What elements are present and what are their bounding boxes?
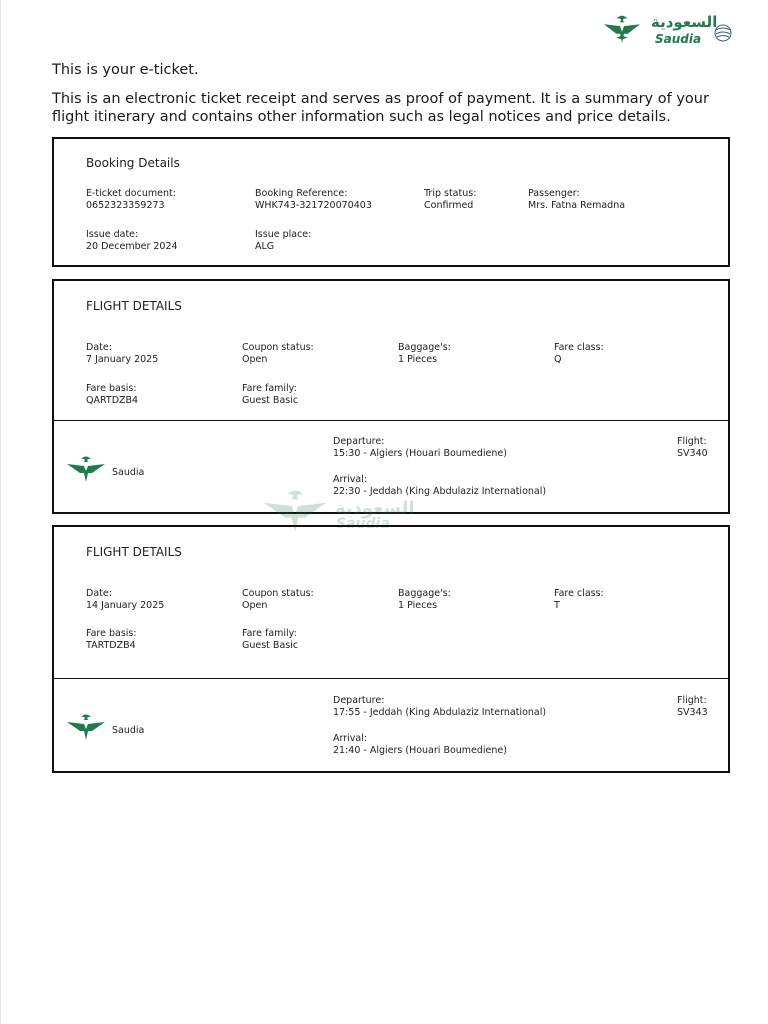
issue-date-value: 20 December 2024 (86, 241, 178, 252)
fare-class-value: T (554, 600, 560, 611)
baggage-value: 1 Pieces (398, 354, 438, 365)
baggage-label: Baggage's: (398, 588, 451, 599)
departure-label: Departure: (333, 695, 385, 706)
flight-details-box-1 (52, 279, 730, 514)
coupon-status-label: Coupon status: (242, 588, 314, 599)
fare-class-value: Q (554, 354, 562, 365)
brand-arabic-name: السعودية (651, 13, 718, 31)
fare-family-label: Fare family: (242, 628, 297, 639)
coupon-status-label: Coupon status: (242, 342, 314, 353)
saudia-emblem-icon (603, 12, 641, 46)
arrival-label: Arrival: (333, 733, 368, 744)
issue-date-label: Issue date: (86, 229, 139, 240)
issue-place-label: Issue place: (255, 229, 312, 240)
flight-details-title: FLIGHT DETAILS (86, 545, 182, 559)
flight-number-value: SV340 (677, 448, 708, 459)
baggage-value: 1 Pieces (398, 600, 438, 611)
flight-number-value: SV343 (677, 707, 708, 718)
booking-details-box (52, 137, 730, 267)
fare-class-label: Fare class: (554, 342, 604, 353)
departure-value: 17:55 - Jeddah (King Abdulaziz International) (333, 707, 547, 718)
brand-english-name: Saudia (655, 32, 702, 46)
segment-divider (54, 420, 728, 421)
coupon-status-value: Open (242, 600, 268, 611)
flight-details-title: FLIGHT DETAILS (86, 299, 182, 313)
eticket-document-value: 0652323359273 (86, 200, 165, 211)
airline-name: Saudia (112, 467, 145, 478)
fare-family-value: Guest Basic (242, 640, 299, 651)
saudia-emblem-icon (66, 455, 106, 483)
flight-number-label: Flight: (677, 695, 707, 706)
flight-date-label: Date: (86, 342, 112, 353)
arrival-value: 21:40 - Algiers (Houari Boumediene) (333, 745, 507, 756)
booking-reference-label: Booking Reference: (255, 188, 348, 199)
fare-basis-value: QARTDZB4 (86, 395, 139, 406)
flight-date-value: 7 January 2025 (86, 354, 159, 365)
trip-status-value: Confirmed (424, 200, 474, 211)
booking-details-title: Booking Details (86, 156, 180, 170)
trip-status-label: Trip status: (424, 188, 477, 199)
saudia-logo (603, 12, 735, 48)
skyteam-icon (711, 20, 735, 44)
segment-divider (54, 678, 728, 679)
arrival-value: 22:30 - Jeddah (King Abdulaziz International) (333, 486, 547, 497)
fare-family-value: Guest Basic (242, 395, 299, 406)
fare-basis-label: Fare basis: (86, 628, 137, 639)
baggage-label: Baggage's: (398, 342, 451, 353)
fare-class-label: Fare class: (554, 588, 604, 599)
issue-place-value: ALG (255, 241, 275, 252)
flight-details-box-2 (52, 525, 730, 773)
departure-value: 15:30 - Algiers (Houari Boumediene) (333, 448, 507, 459)
departure-label: Departure: (333, 436, 385, 447)
fare-basis-label: Fare basis: (86, 383, 137, 394)
fare-family-label: Fare family: (242, 383, 297, 394)
passenger-value: Mrs. Fatna Remadna (528, 200, 626, 211)
eticket-heading: This is your e-ticket. (52, 62, 199, 78)
saudia-emblem-icon (66, 713, 106, 741)
flight-date-label: Date: (86, 588, 112, 599)
passenger-label: Passenger: (528, 188, 580, 199)
watermark-english: Saudia (336, 516, 390, 532)
flight-date-value: 14 January 2025 (86, 600, 165, 611)
booking-reference-value: WHK743-321720070403 (255, 200, 372, 211)
eticket-description: This is an electronic ticket receipt and serves as proof of payment. It is a summary of your flight itinerary and contains other information such as legal notices and price details. (52, 91, 709, 125)
fare-basis-value: TARTDZB4 (86, 640, 136, 651)
arrival-label: Arrival: (333, 474, 368, 485)
watermark-arabic: السعودية (335, 498, 415, 519)
flight-number-label: Flight: (677, 436, 707, 447)
coupon-status-value: Open (242, 354, 268, 365)
eticket-document-label: E-ticket document: (86, 188, 176, 199)
airline-name: Saudia (112, 725, 145, 736)
page-edge (0, 0, 1, 1024)
